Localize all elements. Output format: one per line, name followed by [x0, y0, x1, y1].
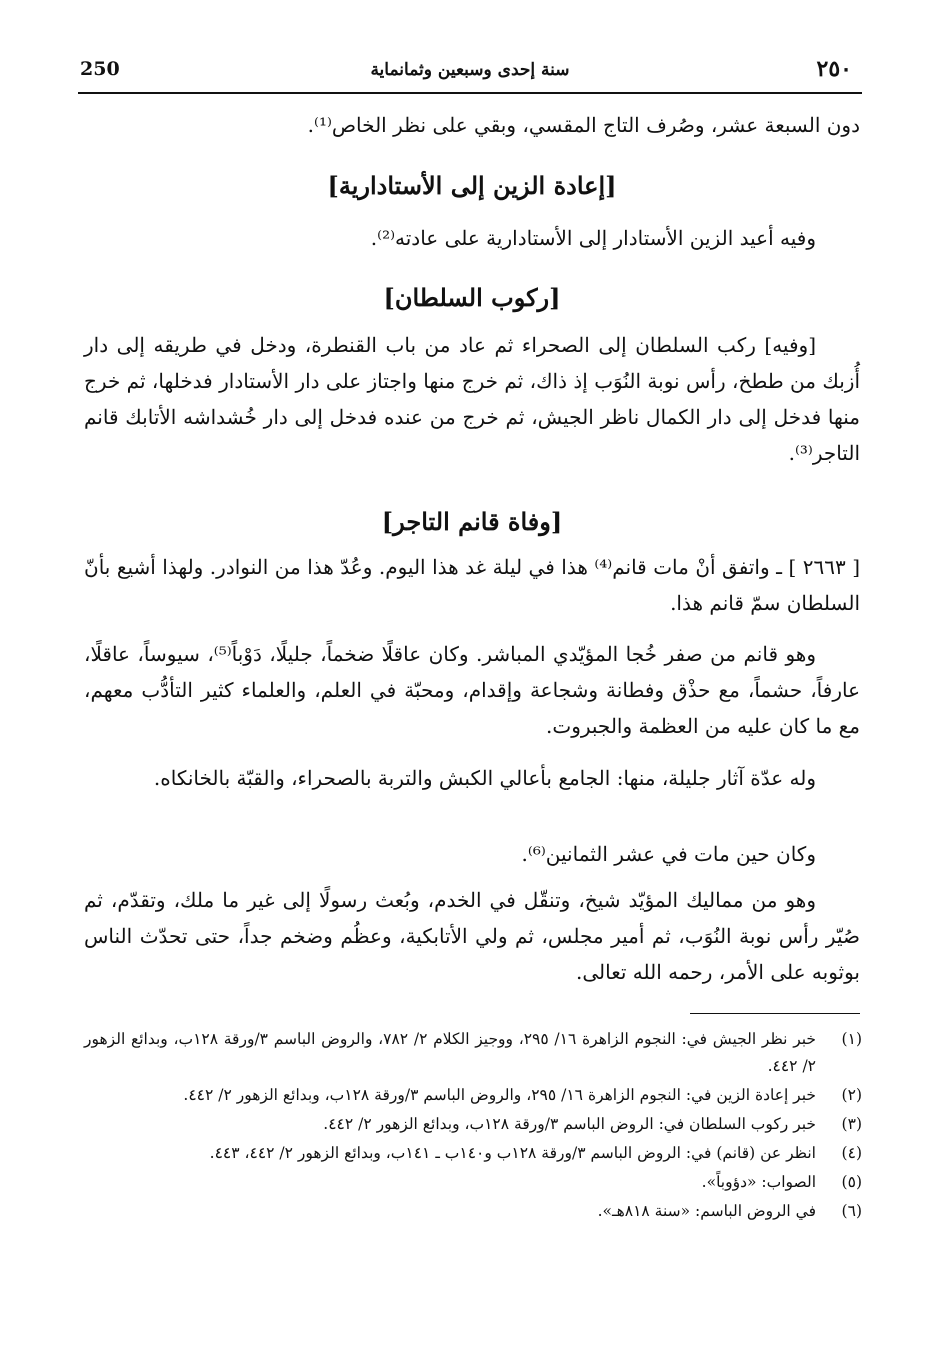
footnote-item: [84, 1026, 862, 1080]
footnote-item: [84, 1140, 862, 1167]
footnote-number: (١): [841, 1030, 862, 1048]
paragraph: [وفيه] ركب السلطان إلى الصحراء ثم عاد من باب القنطرة، ودخل في طريقه إلى دار أُزبك من ططخ، رأس نوبة النُوَب إذ ذاك، ثم خرج منها واجتاز على دار الأستادار فدخلها، ثم خرج منها فدخل إلى دار الكمال ناظر الجيش، ثم خرج من عنده فدخل إلى دار خُشداشه الأتابك قانم التاجر⁽³⁾.: [84, 333, 860, 465]
footnote-number: (٣): [841, 1115, 862, 1133]
section-heading-wafat: [وفاة قانم التاجر]: [381, 507, 563, 536]
intro-text: [84, 107, 860, 143]
footnote-number: (٤): [841, 1144, 862, 1162]
footnote-text: في الروض الباسم: «سنة ٨١٨هـ».: [597, 1202, 816, 1220]
footnote-text: الصواب: «دؤوباً».: [701, 1173, 816, 1191]
footnote-item: [84, 1198, 862, 1225]
section-text-wafat-1: [84, 549, 860, 621]
running-title: سنة إحدى وسبعين وثمانماية: [370, 60, 570, 80]
footnotes: [84, 1026, 862, 1227]
section-text-rukub: [84, 327, 860, 471]
footnote-text: خبر إعادة الزين في: النجوم الزاهرة ١٦/ ٢٩٥، والروض الباسم ٣/ورقة ١٢٨ب، وبدائع الزهور ٢/ ٤٤٢.: [183, 1086, 816, 1104]
page-header: [80, 56, 860, 92]
page-number-arabic: ٢٥٠: [816, 56, 852, 82]
paragraph: وله عدّة آثار جليلة، منها: الجامع بأعالي الكبش والتربة بالصحراء، والقبّة بالخانكاه.: [153, 766, 816, 790]
section-text-wafat-5: [84, 882, 860, 990]
footnote-item: [84, 1082, 862, 1109]
footnote-number: (٥): [841, 1173, 862, 1191]
paragraph: وفيه أعيد الزين الأستادار إلى الأستادارية على عادته⁽²⁾.: [370, 226, 816, 250]
section-text-wafat-2: [84, 636, 860, 744]
paragraph: وهو قانم من صفر خُجا المؤيّدي المباشر. وكان عاقلًا ضخماً، جليلًا، دَوْباً⁽⁵⁾، سيوساً، عاقلًا، عارفاً، حشماً، مع حذْق وفطانة وشجاعة وإقدام، ومحبّة في العلم، والعلماء كثير التأدُّب معهم، مع ما كان عليه من العظمة والجبروت.: [84, 642, 860, 738]
header-rule: [78, 92, 862, 94]
section-text-wafat-3: [84, 760, 860, 796]
paragraph: وهو من مماليك المؤيّد شيخ، وتنقّل في الخدم، وبُعث رسولًا إلى غير ما ملك، وتقدّم، ثم صُيّر رأس نوبة النُوَب، ثم أمير مجلس، ثم ولي الأتابكية، وعظُم وضخم جداً، حتى تحدّث الناس بوثوبه على الأمر، رحمه الله تعالى.: [84, 888, 860, 984]
footnote-rule: [690, 1013, 860, 1014]
page-number-latin: 250: [80, 58, 120, 80]
paragraph: وكان حين مات في عشر الثمانين⁽⁶⁾.: [521, 842, 816, 866]
footnote-item: [84, 1169, 862, 1196]
footnote-text: انظر عن (قانم) في: الروض الباسم ٣/ورقة ١٢٨ب و١٤٠ب ـ ١٤١ب، وبدائع الزهور ٢/ ٤٤٢، ٤٤٣.: [209, 1144, 816, 1162]
paragraph: دون السبعة عشر، وصُرف التاج المقسي، وبقي على نظر الخاص⁽¹⁾.: [307, 113, 860, 137]
footnote-text: خبر ركوب السلطان في: الروض الباسم ٣/ورقة ١٢٨ب، وبدائع الزهور ٢/ ٤٤٢.: [323, 1115, 816, 1133]
section-text-zain: [84, 220, 860, 256]
section-heading-rukub: [ركوب السلطان]: [383, 283, 561, 312]
footnote-number: (٢): [841, 1086, 862, 1104]
section-text-wafat-4: [84, 836, 860, 872]
section-heading-zain: [إعادة الزين إلى الأستادارية]: [327, 171, 617, 200]
footnote-item: [84, 1111, 862, 1138]
footnote-text: خبر نظر الجيش في: النجوم الزاهرة ١٦/ ٢٩٥، ووجيز الكلام ٢/ ٧٨٢، والروض الباسم ٣/ورقة ١٢٨ب، وبدائع الزهور ٢/ ٤٤٢.: [84, 1030, 817, 1075]
footnote-number: (٦): [841, 1202, 862, 1220]
paragraph: [ ٢٦٦٣ ] ـ واتفق أنْ مات قانم⁽⁴⁾ هذا في ليلة غد هذا اليوم. وعُدّ هذا من النوادر. ولهذا أشيع بأنّ السلطان سمّ قانم هذا.: [84, 555, 861, 615]
